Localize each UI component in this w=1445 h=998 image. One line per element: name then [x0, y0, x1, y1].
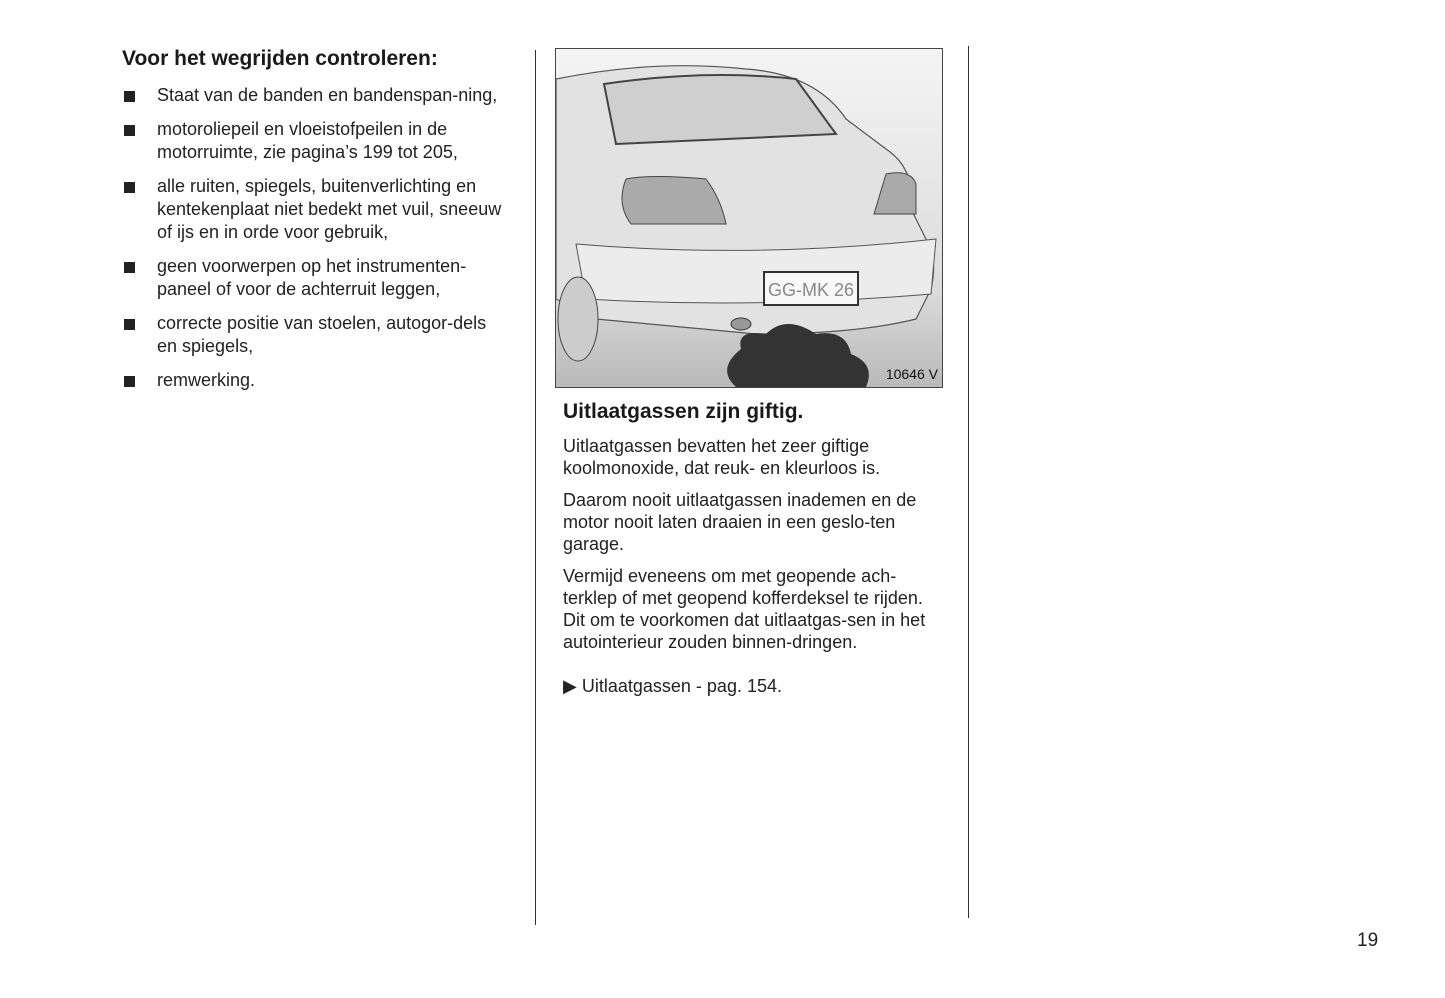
- bullet-square-icon: [124, 91, 135, 102]
- list-item-text: motoroliepeil en vloeistofpeilen in de motorruimte, zie pagina’s 199 tot 205,: [157, 119, 458, 162]
- arrow-right-icon: ▶: [563, 676, 577, 696]
- exhaust-illustration: [555, 48, 943, 388]
- list-item-text: alle ruiten, spiegels, buitenverlichting en kentekenplaat niet bedekt met vuil, sneeuw of ijs en in orde voor gebruik,: [157, 176, 502, 242]
- column-divider: [535, 50, 536, 925]
- car-rear-drawing: [556, 49, 942, 387]
- list-item: [122, 255, 502, 301]
- reference-text: Uitlaatgassen - pag. 154.: [581, 676, 782, 696]
- section-heading: Voor het wegrijden controleren:: [122, 47, 438, 70]
- bullet-square-icon: [124, 319, 135, 330]
- list-item: [122, 84, 502, 107]
- page-number: 19: [1357, 930, 1379, 951]
- license-plate-text: GG-MK 26: [767, 280, 855, 300]
- checklist: [122, 84, 502, 403]
- list-item: [122, 118, 502, 164]
- bullet-square-icon: [124, 262, 135, 273]
- column-divider: [968, 46, 969, 918]
- list-item-text: geen voorwerpen op het instrumenten-paneel of voor de achterruit leggen,: [157, 256, 467, 299]
- warning-heading: Uitlaatgassen zijn giftig.: [563, 400, 804, 423]
- list-item: [122, 369, 502, 392]
- bullet-square-icon: [124, 376, 135, 387]
- bullet-square-icon: [124, 125, 135, 136]
- paragraph: Daarom nooit uitlaatgassen inademen en de motor nooit laten draaien in een geslo-ten garage.: [563, 490, 917, 554]
- list-item-text: Staat van de banden en bandenspan-ning,: [157, 85, 498, 105]
- list-item: [122, 312, 502, 358]
- paragraph: Vermijd eveneens om met geopende ach-terklep of met geopend kofferdeksel te rijden. Dit om te voorkomen dat uitlaatgas-sen in het autointerieur zouden binnen-dringen.: [563, 566, 926, 652]
- bullet-square-icon: [124, 182, 135, 193]
- list-item: [122, 175, 502, 244]
- paragraph: Uitlaatgassen bevatten het zeer giftige koolmonoxide, dat reuk- en kleurloos is.: [563, 436, 881, 478]
- page-reference: [563, 675, 933, 697]
- list-item-text: correcte positie van stoelen, autogor-dels en spiegels,: [157, 313, 487, 356]
- figure-number: 10646 V: [885, 366, 938, 382]
- list-item-text: remwerking.: [157, 370, 256, 390]
- warning-text: [563, 435, 933, 707]
